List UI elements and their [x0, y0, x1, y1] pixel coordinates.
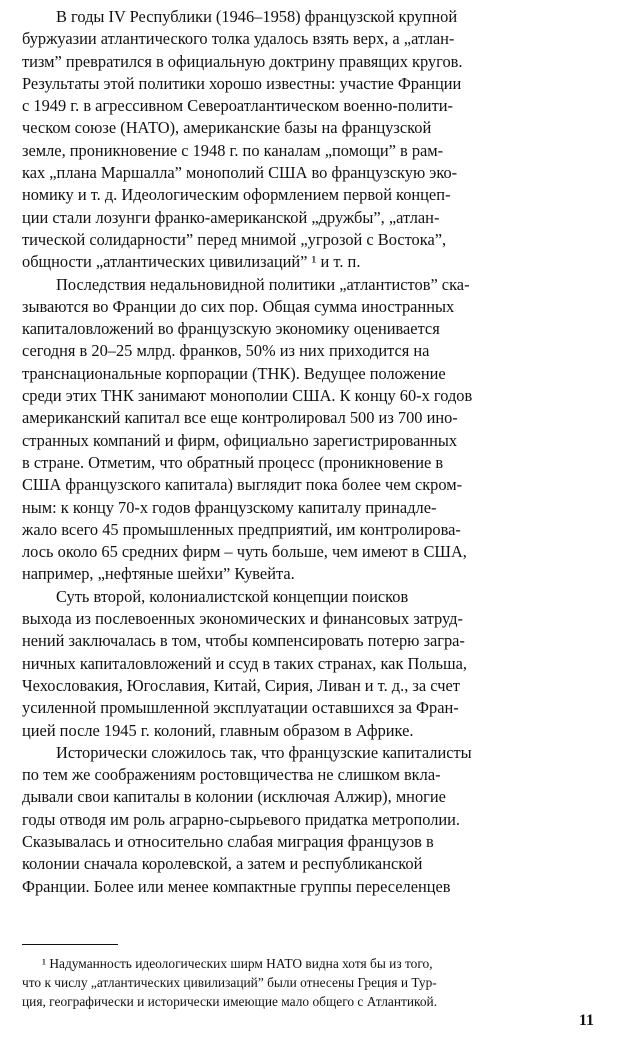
text-line: Исторически сложилось так, что французские капиталисты [56, 742, 472, 762]
footnote-line: что к числу „атлантических цивилизаций” были отнесены Греция и Тур- [22, 974, 437, 990]
text-line: номику и т. д. Идеологическим оформлением первой концеп- [22, 185, 451, 205]
paragraph [22, 742, 598, 898]
text-line: Франции. Более или менее компактные группы переселенцев [22, 876, 451, 896]
paragraph [22, 274, 598, 586]
text-line: зываются во Франции до сих пор. Общая сумма иностранных [22, 296, 455, 316]
text-line: цией после 1945 г. колоний, главным образом в Африке. [22, 720, 414, 740]
text-line: Последствия недальновидной политики „атлантистов” ска- [56, 274, 470, 294]
text-line: американский капитал все еще контролировал 500 из 700 ино- [22, 408, 458, 428]
footnote [22, 954, 598, 1011]
text-line: по тем же соображениям ростовщичества не слишком вкла- [22, 765, 441, 785]
text-line: общности „атлантических цивилизаций” ¹ и т. п. [22, 252, 361, 272]
text-line: нений заключалась в том, чтобы компенсировать потерю загра- [22, 631, 465, 651]
text-line: США французского капитала) выглядит пока более чем скром- [22, 475, 463, 495]
text-line: сегодня в 20–25 млрд. франков, 50% из них приходится на [22, 341, 430, 361]
text-line: Суть второй, колониалистской концепции поисков [56, 586, 409, 606]
text-line: в стране. Отметим, что обратный процесс (проникновение в [22, 452, 444, 472]
footnote-line: ция, географически и исторически имеющие мало общего с Атлантикой. [22, 993, 438, 1009]
text-line: тизм” превратился в официальную доктрину правящих кругов. [22, 51, 463, 71]
text-line: Чехословакия, Югославия, Китай, Сирия, Ливан и т. д., за счет [22, 675, 460, 695]
text-line: усиленной промышленной эксплуатации оставшихся за Фран- [22, 698, 459, 718]
text-line: лось около 65 средних фирм – чуть больше, чем имеют в США, [22, 542, 467, 562]
paragraph [22, 6, 598, 274]
text-line: дывали свои капиталы в колонии (исключая Алжир), многие [22, 787, 446, 807]
text-line: ным: к концу 70-х годов французскому капиталу принадле- [22, 497, 437, 517]
text-line: В годы IV Республики (1946–1958) французской крупной [56, 7, 458, 26]
text-line: ции стали лозунги франко-американской „дружбы”, „атлан- [22, 207, 440, 227]
text-line: транснациональные корпорации (ТНК). Ведущее положение [22, 363, 446, 383]
text-line: ках „плана Маршалла” монополий США во французскую эко- [22, 163, 458, 183]
paragraph [22, 586, 598, 742]
text-line: жало всего 45 промышленных предприятий, им контролирова- [22, 519, 461, 539]
text-line: буржуазии атлантического толка удалось взять верх, а „атлан- [22, 29, 455, 49]
text-line: Результаты этой политики хорошо известны: участие Франции [22, 73, 462, 93]
text-line: земле, проникновение с 1948 г. по каналам „помощи” в рам- [22, 140, 444, 160]
text-line: ничных капиталовложений и ссуд в таких странах, как Польша, [22, 653, 467, 673]
text-line: колонии сначала королевской, а затем и республиканской [22, 854, 423, 874]
text-line: Сказывалась и относительно слабая миграция французов в [22, 831, 434, 851]
footnote-line: ¹ Надуманность идеологических ширм НАТО видна хотя бы из того, [42, 955, 433, 971]
text-line: например, „нефтяные шейхи” Кувейта. [22, 564, 295, 584]
text-line: тической солидарности” перед мнимой „угрозой с Востока”, [22, 229, 447, 249]
page-number: 11 [578, 1012, 594, 1029]
text-line: годы отводя им роль аграрно-сырьевого придатка метрополии. [22, 809, 461, 829]
main-text [22, 6, 598, 898]
text-line: среди этих ТНК занимают монополии США. К концу 60-х годов [22, 386, 473, 406]
footnote-divider [22, 944, 118, 945]
text-line: странных компаний и фирм, официально зарегистрированных [22, 430, 458, 450]
text-line: ческом союзе (НАТО), американские базы на французской [22, 118, 432, 138]
text-line: с 1949 г. в агрессивном Североатлантическом военно-полити- [22, 96, 453, 116]
text-line: выхода из послевоенных экономических и финансовых затруд- [22, 609, 463, 629]
text-line: капиталовложений во французскую экономику оценивается [22, 319, 440, 339]
